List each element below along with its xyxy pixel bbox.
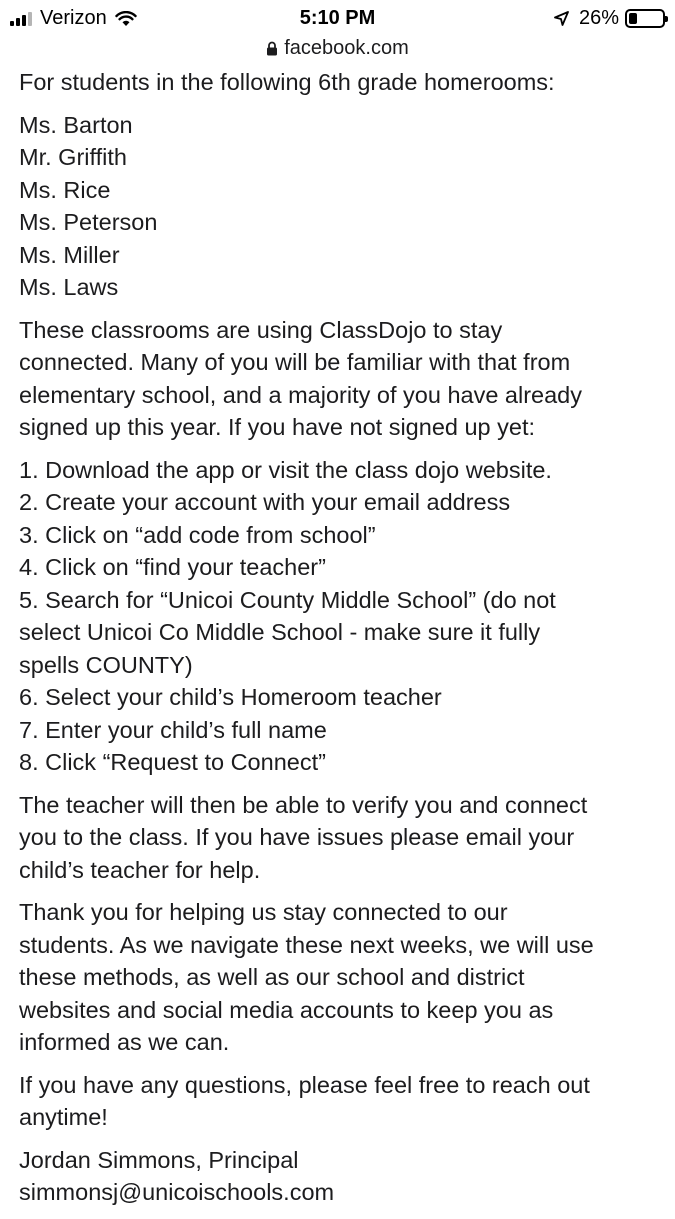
teacher-name: Ms. Barton <box>19 111 133 138</box>
step-item: 6. Select your child’s Homeroom teacher <box>19 684 442 710</box>
step-item: select Unicoi Co Middle School - make sure it fully <box>19 619 541 645</box>
signature-email[interactable]: simmonsj@unicoischools.com <box>19 1179 335 1205</box>
address-bar[interactable] <box>0 34 675 62</box>
paragraph-line: signed up this year. If you have not signed up yet: <box>19 414 536 440</box>
teacher-name: Ms. Rice <box>19 176 111 203</box>
post-content <box>19 66 659 1219</box>
paragraph-line: you to the class. If you have issues please email your <box>19 824 575 850</box>
teacher-name: Ms. Laws <box>19 274 119 300</box>
paragraph-line: Thank you for helping us stay connected to our <box>19 899 508 925</box>
teacher-name: Mr. Griffith <box>19 144 127 170</box>
paragraph-line: these methods, as well as our school and district <box>19 964 525 990</box>
paragraph-line: elementary school, and a majority of you have already <box>19 381 583 408</box>
paragraph-line: If you have any questions, please feel free to reach out <box>19 1071 590 1098</box>
paragraph-line: students. As we navigate these next weeks, we will use <box>19 931 594 958</box>
status-bar <box>0 0 675 38</box>
status-right <box>554 7 665 30</box>
paragraph-line: anytime! <box>19 1104 108 1130</box>
clock-time: 5:10 PM <box>299 7 376 29</box>
signup-steps <box>19 454 659 779</box>
classdojo-paragraph <box>19 314 659 444</box>
step-item: spells COUNTY) <box>19 651 193 678</box>
paragraph-line: informed as we can. <box>19 1029 230 1055</box>
intro-text: For students in the following 6th grade homerooms: <box>19 69 555 95</box>
battery-icon <box>625 9 665 28</box>
intro-paragraph <box>19 66 659 99</box>
teacher-list <box>19 109 659 304</box>
battery-level-fill <box>629 13 637 24</box>
paragraph-line: child’s teacher for help. <box>19 856 261 883</box>
carrier-name: Verizon <box>40 7 107 29</box>
step-item: 5. Search for “Unicoi County Middle School” (do not <box>19 586 556 613</box>
verify-paragraph <box>19 789 659 887</box>
step-item: 2. Create your account with your email address <box>19 489 511 515</box>
teacher-name: Ms. Miller <box>19 241 120 268</box>
lock-icon <box>266 41 278 56</box>
page-url[interactable]: facebook.com <box>284 36 409 59</box>
step-item: 1. Download the app or visit the class dojo website. <box>19 456 552 483</box>
paragraph-line: The teacher will then be able to verify you and connect <box>19 791 588 818</box>
paragraph-line: These classrooms are using ClassDojo to stay <box>19 316 503 343</box>
signature <box>19 1144 659 1209</box>
step-item: 7. Enter your child’s full name <box>19 716 327 743</box>
step-item: 4. Click on “find your teacher” <box>19 554 326 580</box>
step-item: 8. Click “Request to Connect” <box>19 749 326 775</box>
thanks-paragraph <box>19 896 659 1059</box>
location-arrow-icon <box>554 11 569 26</box>
battery-percentage: 26% <box>578 7 619 29</box>
step-item: 3. Click on “add code from school” <box>19 521 376 548</box>
signature-name: Jordan Simmons, Principal <box>19 1146 299 1173</box>
questions-paragraph <box>19 1069 659 1134</box>
paragraph-line: websites and social media accounts to keep you as <box>19 996 554 1023</box>
paragraph-line: connected. Many of you will be familiar with that from <box>19 349 571 375</box>
teacher-name: Ms. Peterson <box>19 209 158 235</box>
